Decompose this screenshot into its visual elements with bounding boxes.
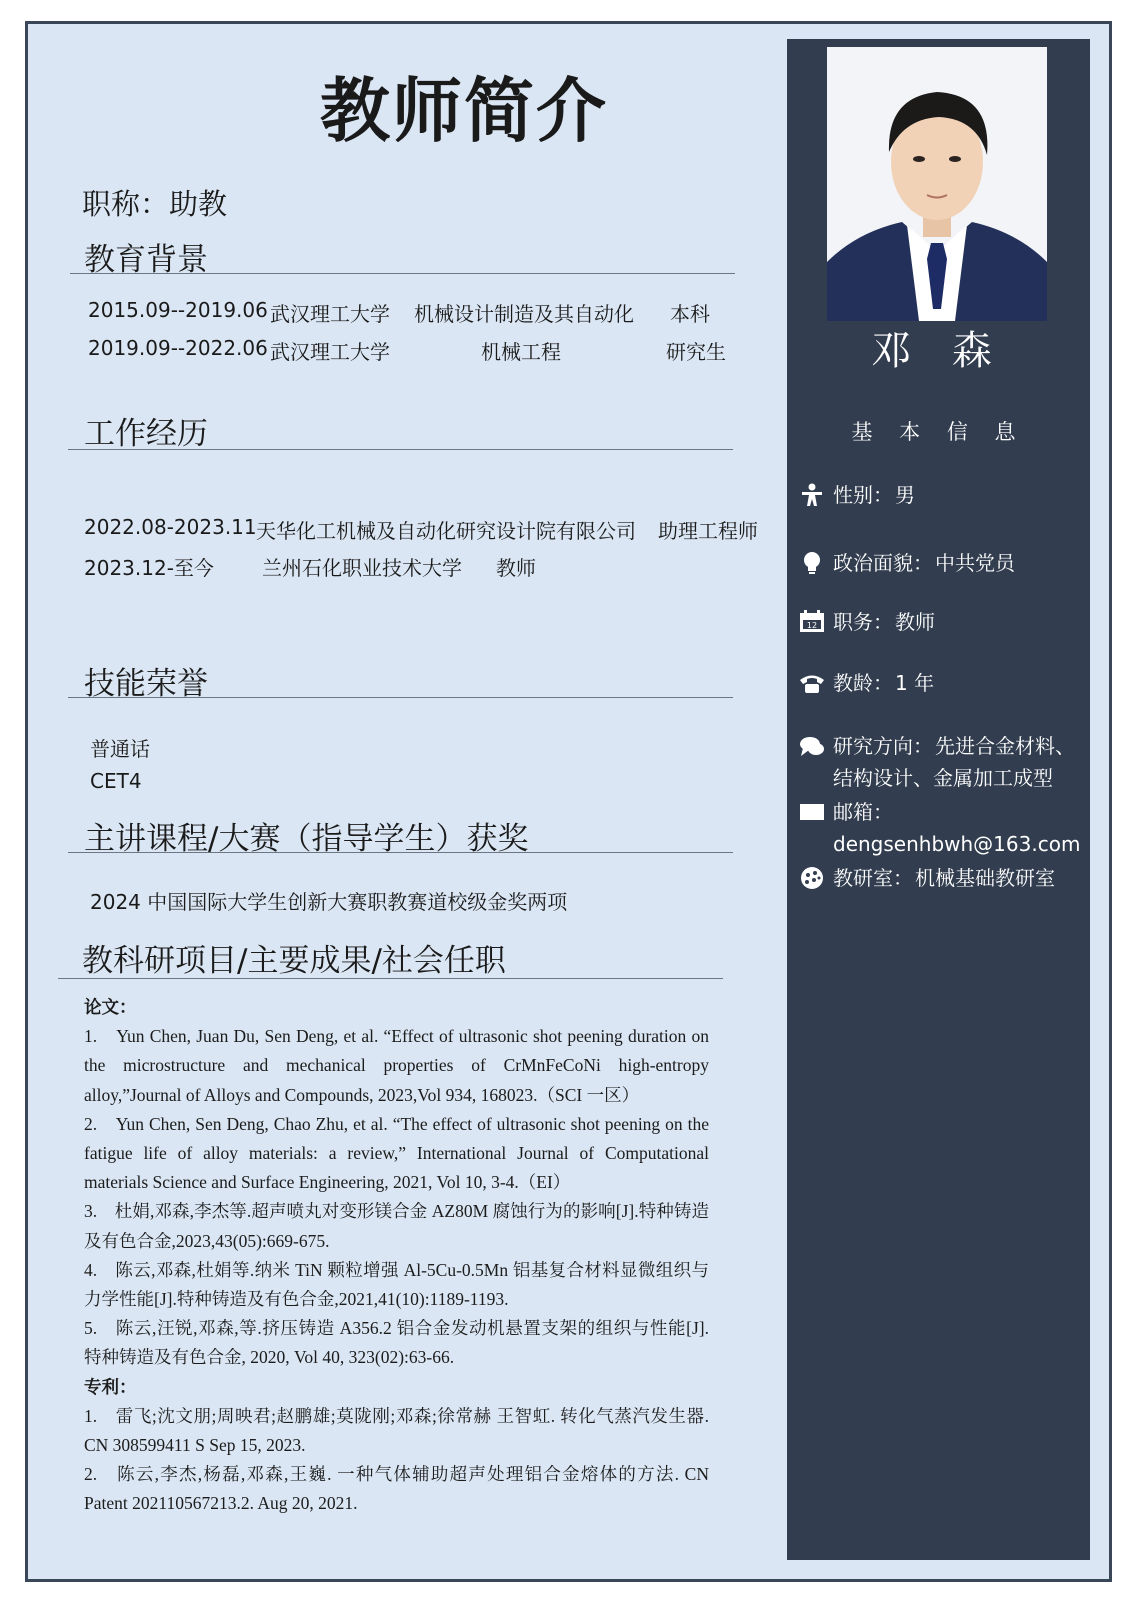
paper-item: 3. 杜娟,邓森,李杰等.超声喷丸对变形镁合金 AZ80M 腐蚀行为的影响[J].特种铸造及有色合金,2023,43(05):669-675.: [84, 1201, 709, 1251]
person-icon: [799, 483, 825, 507]
work-org: 天华化工机械及自动化研究设计院有限公司: [256, 519, 636, 543]
info-politics: 政治面貌： 中共党员: [799, 547, 1015, 579]
skills-heading: 技能荣誉: [84, 666, 208, 702]
skill-item: 普通话: [90, 737, 150, 761]
work-role: 教师: [496, 556, 536, 580]
email-address[interactable]: dengsenhbwh@163.com: [833, 832, 1081, 856]
calendar-icon: [799, 610, 825, 634]
papers-label: 论文：: [84, 997, 137, 1017]
mail-icon: [799, 800, 825, 824]
research-list: [84, 993, 709, 1519]
portrait-photo: [827, 47, 1047, 321]
education-degree: 本科: [670, 302, 710, 326]
phone-icon: [799, 671, 825, 695]
award-item: 2024 中国国际大学生创新大赛职教赛道校级金奖两项: [90, 890, 568, 914]
paper-item: 4. 陈云,邓森,杜娟等.纳米 TiN 颗粒增强 Al-5Cu-0.5Mn 铝基复合材料显微组织与力学性能[J].特种铸造及有色合金,2021,41(10):1189-1193.: [84, 1259, 709, 1310]
education-row: 2019.09--2022.06: [88, 336, 268, 360]
basic-info-heading: 基 本 信 息: [851, 420, 1026, 444]
patents-label: 专利：: [84, 1376, 137, 1397]
paper-item: 2. Yun Chen, Sen Deng, Chao Zhu, et al. “The effect of ultrasonic shot peening on the fatigue life of alloy materials: a review,” International Journal of Computational materials Science and Surface Engineering, 2021, Vol 10, 3-4.（EI）: [84, 1113, 709, 1193]
info-research-direction-line2: 结构设计、金属加工成型: [833, 766, 1053, 790]
awards-divider: [68, 852, 733, 853]
skill-item: CET4: [90, 769, 142, 793]
info-research-direction: 研究方向： 先进合金材料、: [799, 730, 1075, 762]
info-email: 邮箱：: [799, 796, 895, 828]
chat-icon: [799, 734, 825, 758]
page-title: 教师简介: [320, 70, 608, 152]
research-divider: [58, 978, 723, 979]
research-heading: 教科研项目/主要成果/社会任职: [82, 943, 506, 979]
education-row: 2015.09--2019.06: [88, 298, 268, 322]
paper-item: 1. Yun Chen, Juan Du, Sen Deng, et al. “Effect of ultrasonic shot peening duration on the microstructure and mechanical properties of CrMnFeCoNi high-entropy alloy,”Journal of Alloys and Compounds, 2023,Vol 934, 168023.（SCI 一区）: [84, 1026, 709, 1105]
education-heading: 教育背景: [84, 242, 208, 278]
globe-icon: [799, 866, 825, 890]
education-major: 机械设计制造及其自动化: [414, 302, 634, 326]
lightbulb-icon: [799, 551, 825, 575]
patent-item: 1. 雷飞;沈文朋;周映君;赵鹏雄;莫陇刚;邓森;徐常赫 王智虹. 转化气蒸汽发生器. CN 308599411 S Sep 15, 2023.: [84, 1405, 709, 1456]
education-divider: [70, 273, 735, 274]
sidebar: [787, 39, 1090, 1560]
svg-text:12: 12: [806, 621, 818, 630]
work-org: 兰州石化职业技术大学: [262, 556, 462, 580]
info-gender: 性别： 男: [799, 479, 915, 511]
awards-heading: 主讲课程/大赛（指导学生）获奖: [84, 821, 529, 857]
education-degree: 研究生: [666, 340, 726, 364]
work-period: 2022.08-2023.11: [84, 515, 257, 539]
work-heading: 工作经历: [84, 416, 208, 452]
info-office: 教研室： 机械基础教研室: [799, 862, 1055, 894]
info-position: 12 职务： 教师: [799, 606, 935, 638]
education-school: 武汉理工大学: [270, 340, 390, 364]
paper-item: 5. 陈云,汪锐,邓森,等.挤压铸造 A356.2 铝合金发动机悬置支架的组织与性能[J]. 特种铸造及有色合金, 2020, Vol 40, 323(02):63-66.: [84, 1318, 709, 1368]
teacher-name: 邓 森: [871, 328, 1006, 374]
work-divider: [68, 449, 733, 450]
info-teaching-years: 教龄： 1 年: [799, 667, 934, 699]
skills-divider: [68, 697, 733, 698]
education-school: 武汉理工大学: [270, 302, 390, 326]
education-major: 机械工程: [481, 340, 561, 364]
work-period: 2023.12-至今: [84, 556, 214, 580]
job-title: 职称：助教: [82, 187, 228, 221]
work-role: 助理工程师: [658, 519, 758, 543]
patent-item: 2. 陈云,李杰,杨磊,邓森,王巍. 一种气体辅助超声处理铝合金熔体的方法. CN Patent 202110567213.2. Aug 20, 2021.: [84, 1464, 709, 1514]
